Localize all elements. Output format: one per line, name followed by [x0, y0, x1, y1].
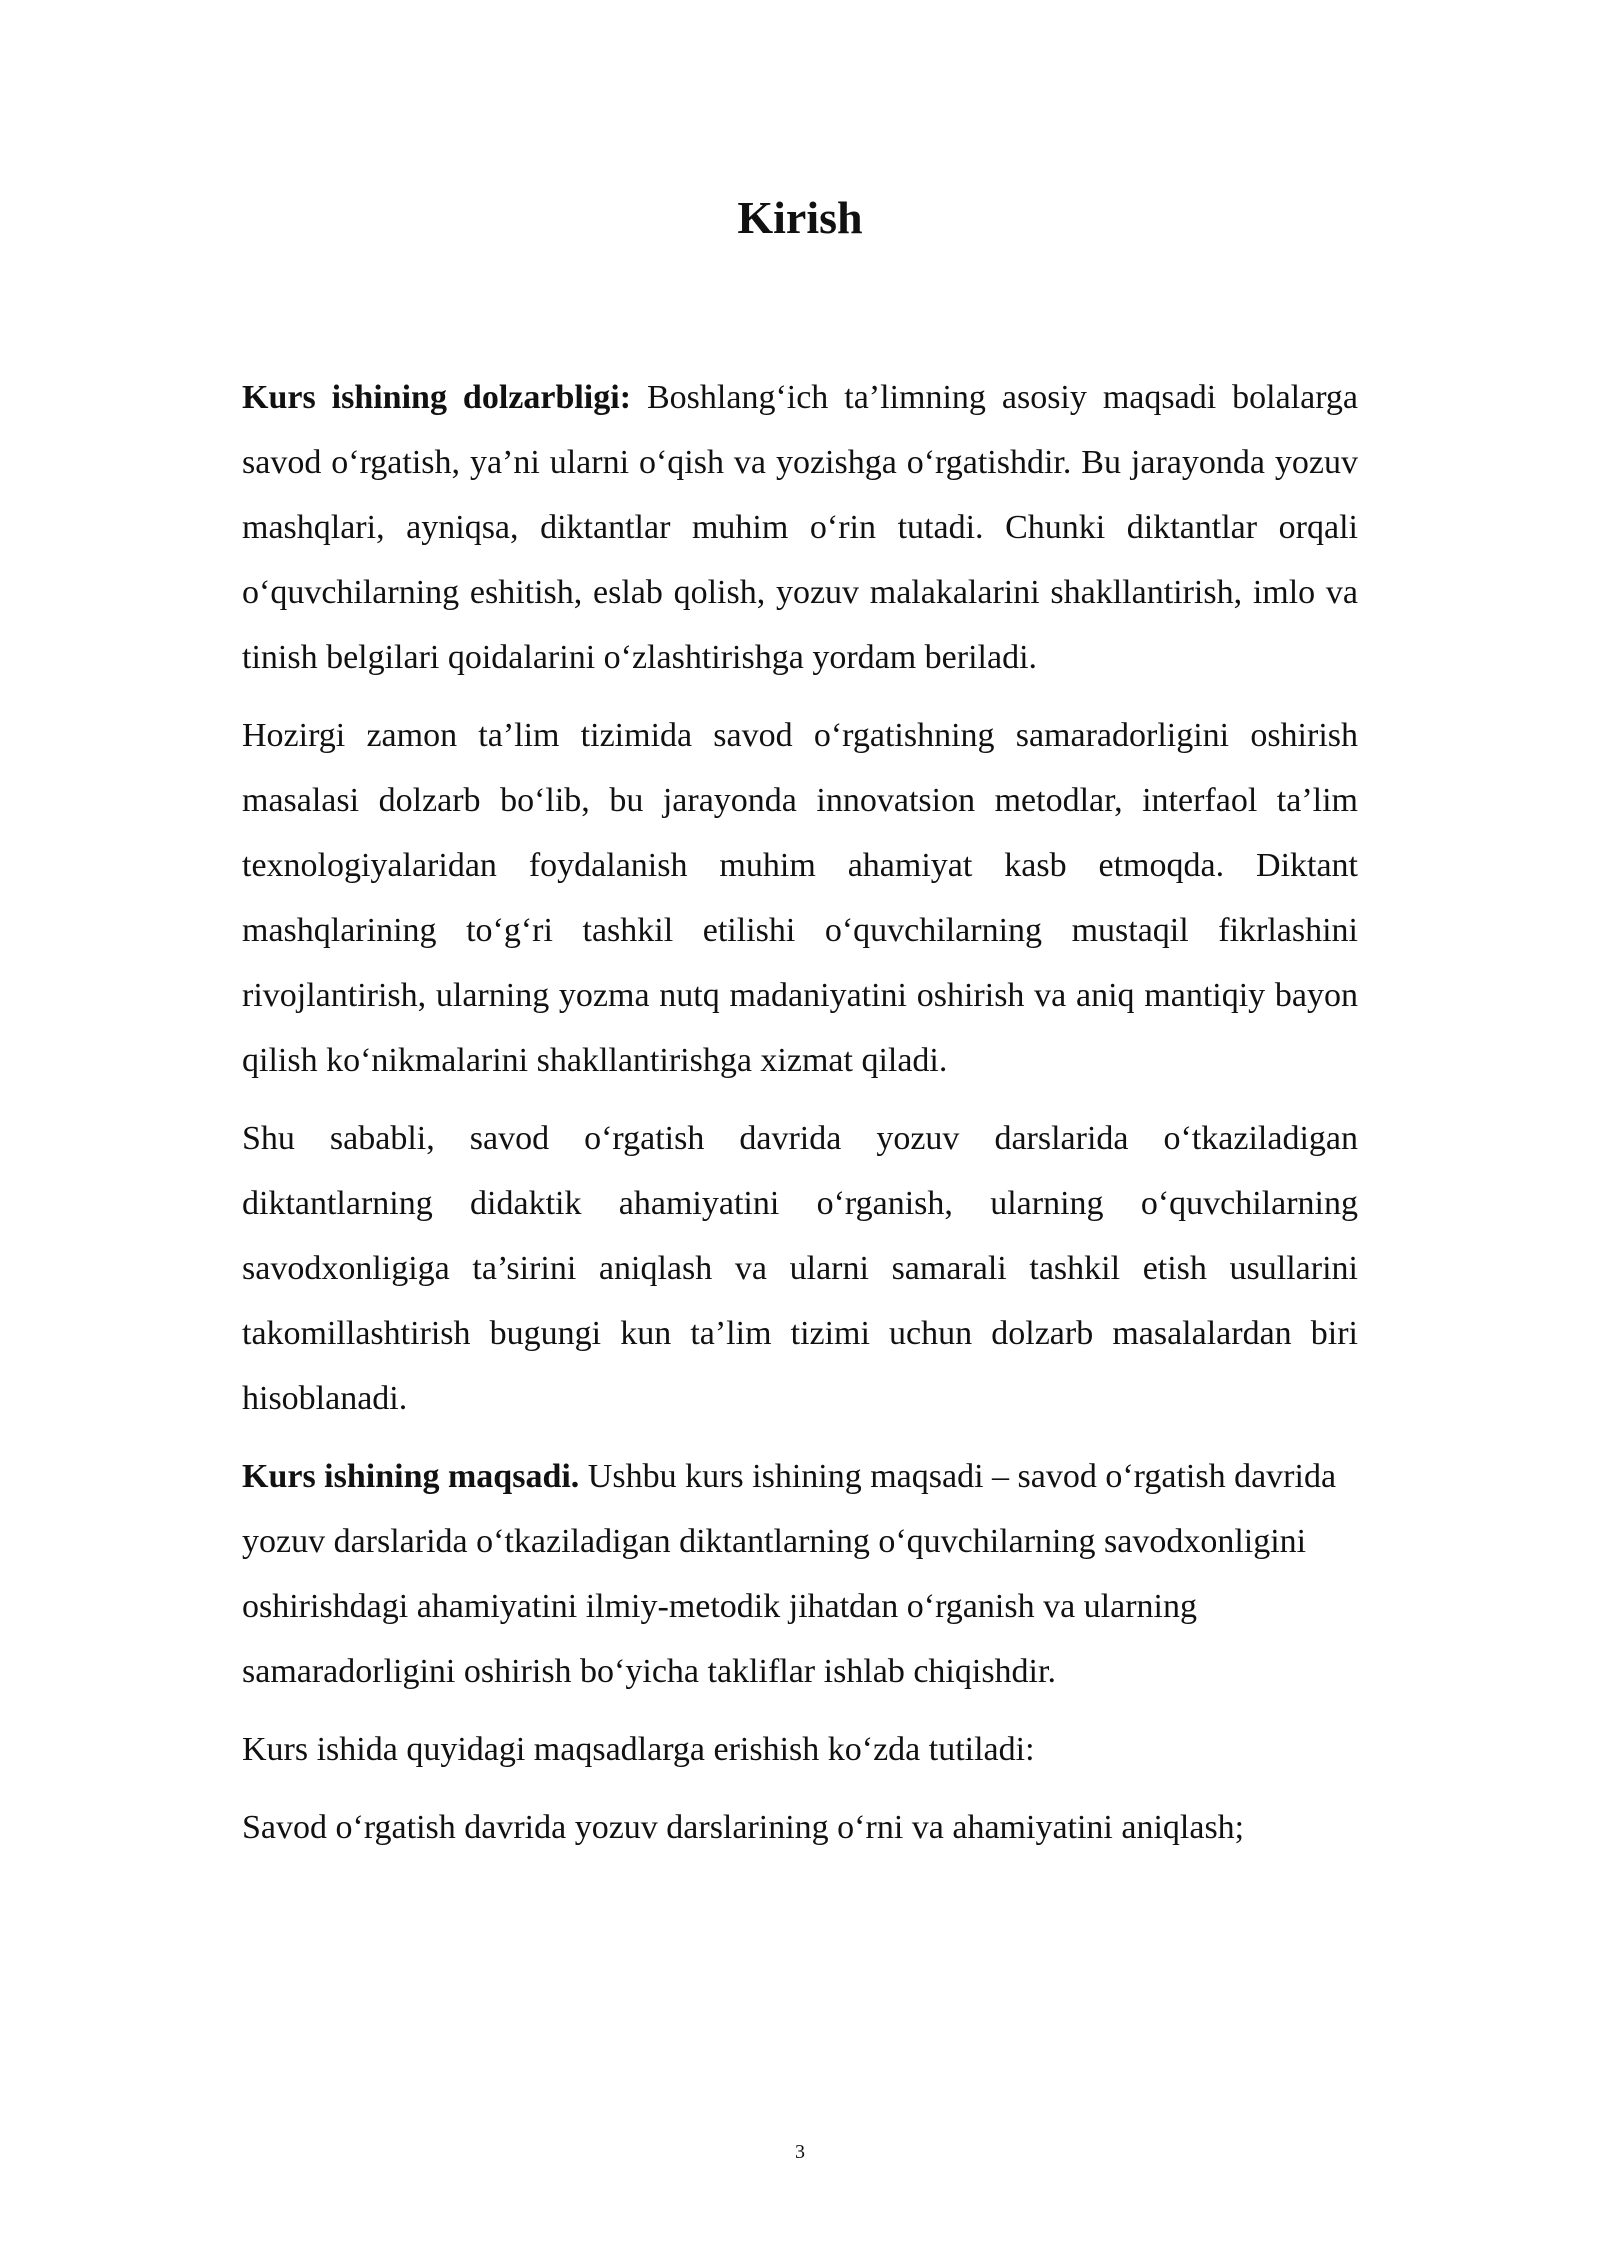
page-number: 3 [795, 2141, 805, 2163]
paragraph-text: Hozirgi zamon ta’lim tizimida savod o‘rgatishning samaradorligini oshirish masalasi dolzarb bo‘lib, bu jarayonda innovatsion metodlar, interfaol ta’lim texnologiyalaridan foydalanish muhim ahamiyat kasb etmoqda. Diktant mashqlarining to‘g‘ri tashkil etilishi o‘quvchilarning mustaqil fikrlashini rivojlantirish, ularning yozma nutq madaniyatini oshirish va aniq mantiqiy bayon qilish ko‘nikmalarini shakllantirishga xizmat qiladi. [242, 717, 1358, 1079]
document-body [242, 365, 1358, 1873]
paragraph-therefore [242, 1106, 1358, 1431]
paragraph-text: Savod o‘rgatish davrida yozuv darslarining o‘rni va ahamiyatini aniqlash; [242, 1809, 1245, 1846]
page-title: Kirish [737, 192, 863, 243]
paragraph-lead: Kurs ishining maqsadi. [242, 1458, 580, 1495]
paragraph-text: Shu sababli, savod o‘rgatish davrida yozuv darslarida o‘tkaziladigan diktantlarning didaktik ahamiyatini o‘rganish, ularning o‘quvchilarning savodxonligiga ta’sirini aniqlash va ularni samarali tashkil etish usullarini takomillashtirish bugungi kun ta’lim tizimi uchun dolzarb masalalardan biri hisoblanadi. [242, 1120, 1358, 1417]
paragraph-lead: Kurs ishining dolzarbligi: [242, 379, 632, 416]
paragraph-text: Boshlang‘ich ta’limning asosiy maqsadi bolalarga savod o‘rgatish, ya’ni ularni o‘qish va yozishga o‘rgatishdir. Bu jarayonda yozuv mashqlari, ayniqsa, diktantlar muhim o‘rin tutadi. Chunki diktantlar orqali o‘quvchilarning eshitish, eslab qolish, yozuv malakalarini shakllantirish, imlo va tinish belgilari qoidalarini o‘zlashtirishga yordam beriladi. [242, 379, 1358, 676]
paragraph-relevance [242, 365, 1358, 690]
paragraph-goal [242, 1444, 1358, 1704]
paragraph-objectives-intro [242, 1717, 1358, 1782]
paragraph-modern-education [242, 703, 1358, 1093]
paragraph-objective-item [242, 1795, 1358, 1860]
paragraph-text: Ushbu kurs ishining maqsadi – savod o‘rgatish davrida yozuv darslarida o‘tkaziladigan diktantlarning o‘quvchilarning savodxonligini oshirishdagi ahamiyatini ilmiy-metodik jihatdan o‘rganish va ularning samaradorligini oshirish bo‘yicha takliflar ishlab chiqishdir. [242, 1458, 1337, 1690]
paragraph-text: Kurs ishida quyidagi maqsadlarga erishish ko‘zda tutiladi: [242, 1731, 1035, 1768]
